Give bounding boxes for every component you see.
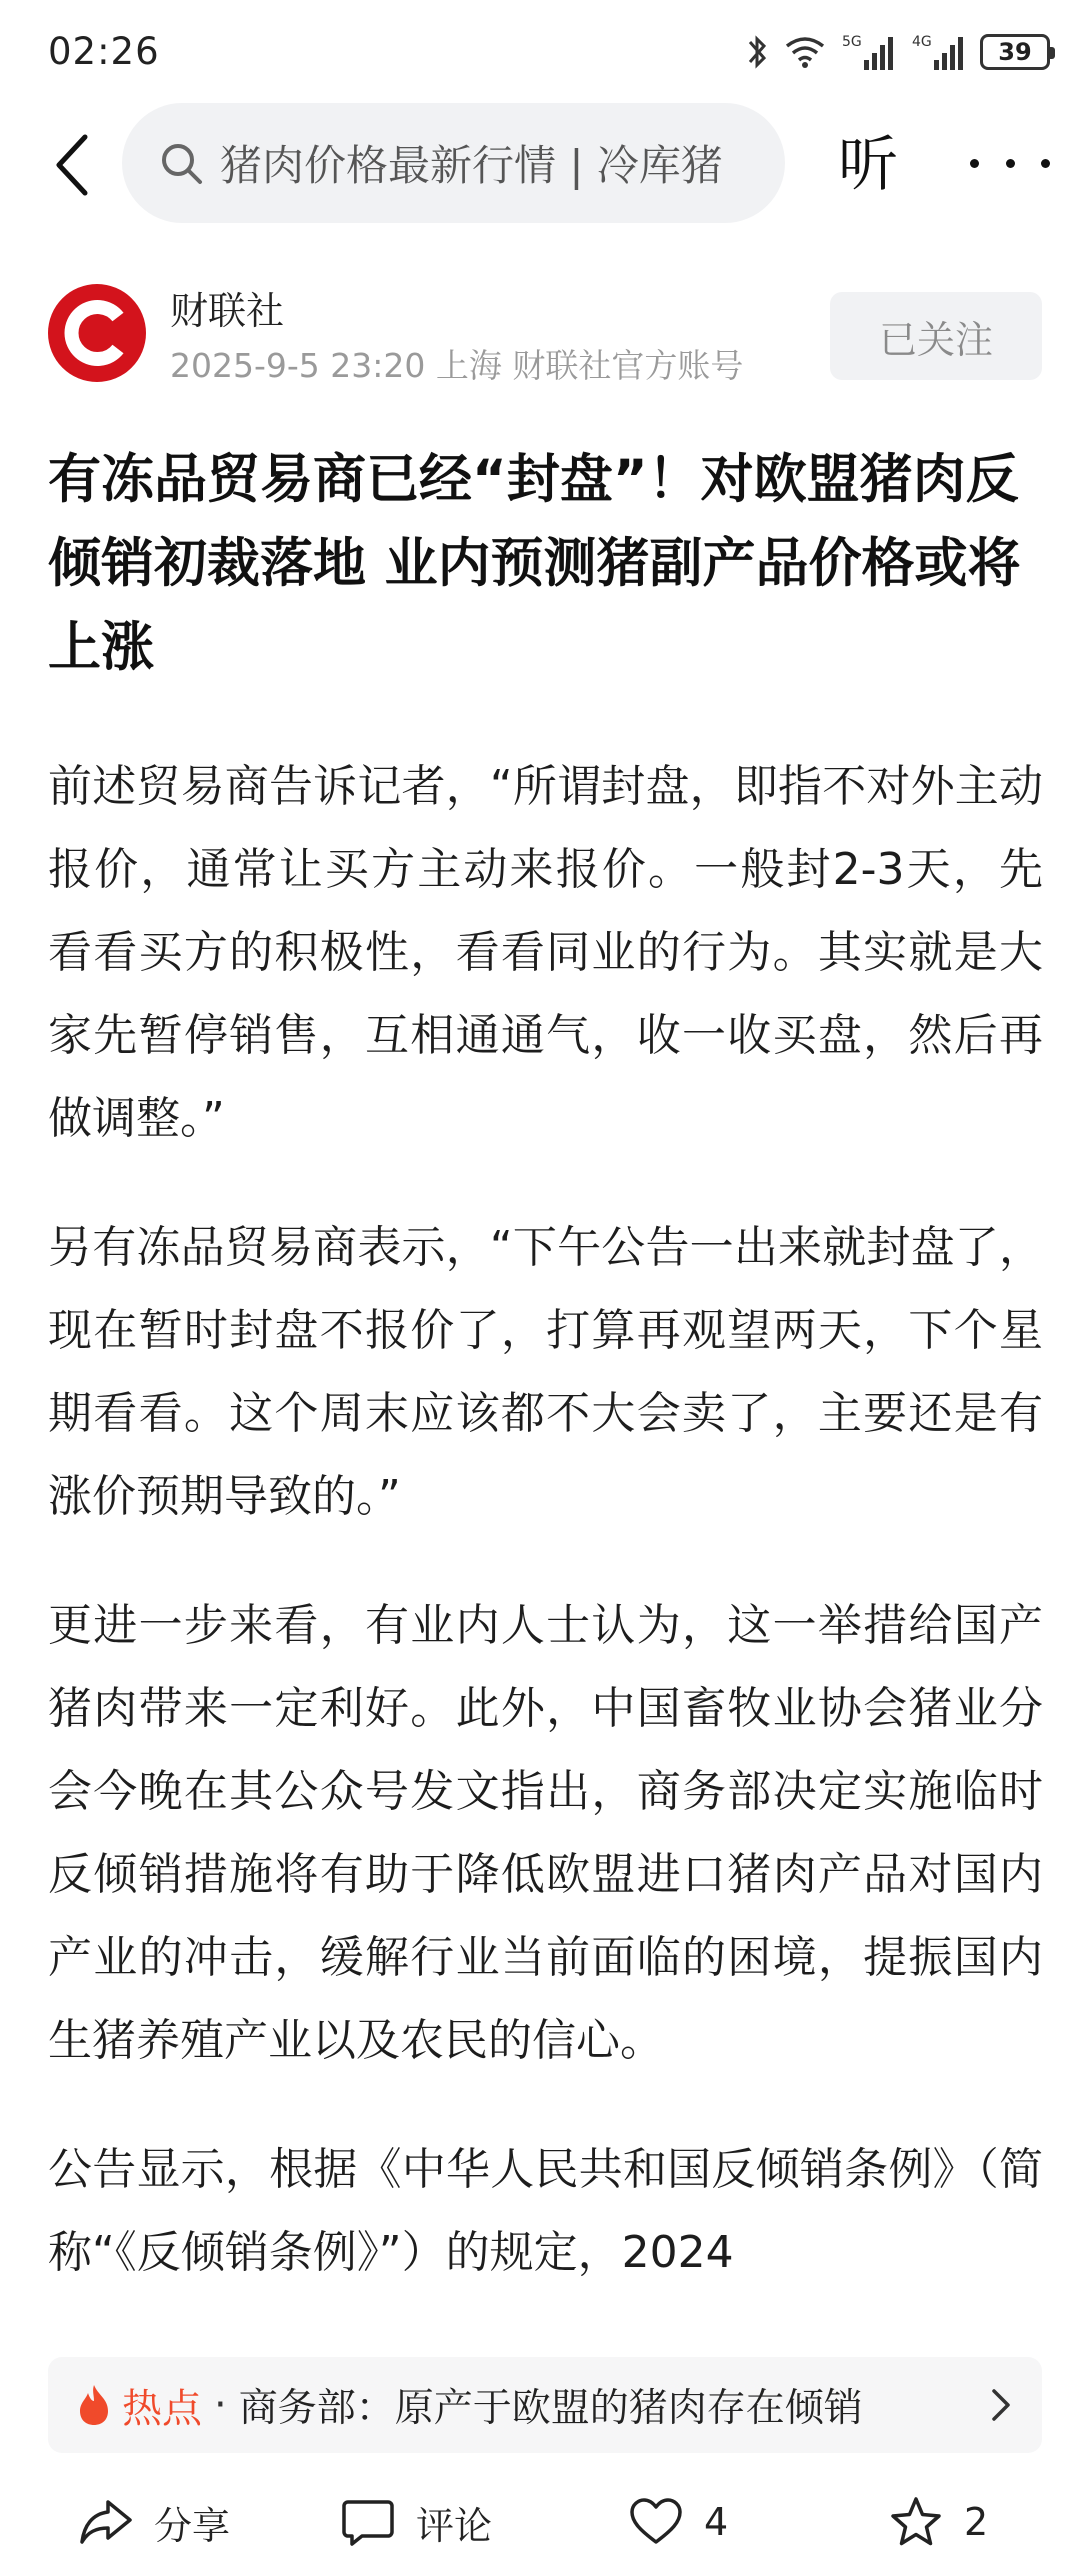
signal-4g-icon [910,32,966,72]
favorite-count: 2 [964,2500,989,2544]
bluetooth-icon [746,32,770,72]
chevron-right-icon [990,2387,1012,2423]
paragraph: 另有冻品贸易商表示，“下午公告一出来就封盘了，现在暂时封盘不报价了，打算再观望两天，下个星期看看。这个周末应该都不大会卖了，主要还是有涨价预期导致的。” [48,1222,1043,1522]
hot-headline: 商务部：原产于欧盟的猪肉存在倾销 [238,2386,863,2431]
search-input[interactable] [122,103,785,223]
search-text: 猪肉价格最新行情 | 冷库猪 [220,141,723,190]
top-nav [0,100,1080,230]
more-icon-dot [1041,159,1050,168]
paragraph: 更进一步来看，有业内人士认为，这一举措给国产猪肉带来一定利好。此外，中国畜牧业协会猪业分会今晚在其公众号发文指出，商务部决定实施临时反倾销措施将有助于降低欧盟进口猪肉产品对国内产业的冲击，缓解行业当前面临的困境，提振国内生猪养殖产业以及农民的信心。 [48,1600,1043,2066]
hot-label: 热点 [122,2385,202,2432]
like-button[interactable] [628,2492,728,2552]
star-icon [888,2495,944,2549]
comment-icon [340,2496,396,2548]
svg-text:5G: 5G [842,34,862,50]
search-icon [158,140,204,186]
avatar[interactable] [48,284,146,382]
like-count: 4 [704,2500,729,2544]
status-time: 02:26 [48,30,160,73]
favorite-button[interactable] [888,2492,988,2552]
wifi-icon [784,34,826,70]
share-button[interactable] [78,2492,230,2552]
article-title: 有冻品贸易商已经“封盘”！对欧盟猪肉反倾销初裁落地 业内预测猪副产品价格或将上涨 [48,449,1021,678]
heart-icon [628,2496,684,2548]
chevron-left-icon [51,133,91,197]
paragraph: 公告显示，根据《中华人民共和国反倾销条例》（简称“《反倾销条例》”）的规定，2024 [48,2144,1043,2278]
bottom-action-bar [0,2472,1080,2572]
signal-5g-icon [840,32,896,72]
battery-level: 39 [998,38,1032,66]
back-button[interactable] [36,120,106,210]
svg-text:4G: 4G [912,34,932,50]
comment-button[interactable] [340,2492,492,2552]
fire-icon [76,2383,112,2427]
comment-label: 评论 [416,2503,493,2548]
listen-button[interactable]: 听 [838,130,898,200]
more-button[interactable] [970,128,1050,198]
hot-separator: · [214,2382,227,2428]
share-label: 分享 [154,2503,231,2548]
more-icon-dot [970,159,979,168]
more-icon-dot [1006,159,1015,168]
article-body [48,745,1043,2335]
author-row [0,282,1080,392]
share-icon [78,2496,134,2548]
status-icons [746,30,1050,74]
cls-logo-icon [48,284,146,382]
follow-button[interactable]: 已关注 [830,292,1042,380]
hot-topic-bar[interactable] [48,2357,1042,2453]
author-meta: 2025-9-5 23:20 上海 财联社官方账号 [170,346,744,385]
paragraph: 前述贸易商告诉记者，“所谓封盘，即指不对外主动报价，通常让买方主动来报价。一般封2-3天，先看看买方的积极性，看看同业的行为。其实就是大家先暂停销售，互相通通气，收一收买盘，然后再做调整。” [48,761,1043,1144]
battery-icon [980,34,1050,70]
status-bar [0,0,1080,100]
author-name[interactable]: 财联社 [170,289,285,333]
